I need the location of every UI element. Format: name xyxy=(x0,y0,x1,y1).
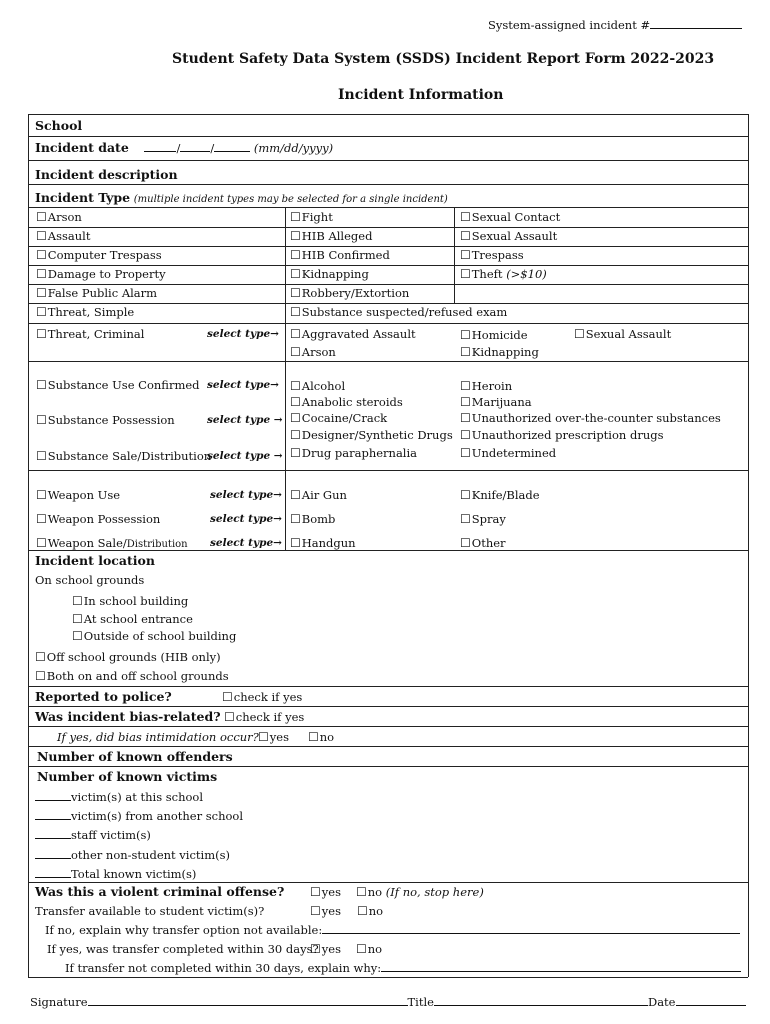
school-label: School xyxy=(35,118,83,133)
checkbox-damage-to-property[interactable]: ☐ Damage to Property xyxy=(36,267,166,281)
select-type-hint: select type → xyxy=(207,414,283,426)
transfer-not-completed-field[interactable] xyxy=(65,961,741,975)
bias-intimidation-question: If yes, did bias intimidation occur? xyxy=(57,730,259,744)
checkbox-threat-criminal[interactable]: ☐ Threat, Criminal xyxy=(36,327,144,341)
explain-no-transfer-label: If no, explain why transfer option not available: xyxy=(45,923,323,937)
reported-to-police-label: Reported to police? xyxy=(35,689,172,704)
incident-date-field[interactable] xyxy=(35,140,333,155)
date-blank[interactable] xyxy=(676,995,746,1006)
victim-item-label: Total known victim(s) xyxy=(71,867,197,881)
victims-this-school[interactable] xyxy=(35,790,203,804)
victim-item-label: other non-student victim(s) xyxy=(71,848,231,862)
checkbox-threat-kidnapping[interactable]: ☐ Kidnapping xyxy=(460,345,539,359)
select-type-hint: select type→ xyxy=(207,328,279,340)
select-type-hint: select type→ xyxy=(210,489,282,501)
explain-no-transfer-blank[interactable] xyxy=(322,923,740,934)
checkbox-weapon-possession[interactable]: ☐ Weapon Possession xyxy=(36,512,160,526)
checkbox-marijuana[interactable]: ☐ Marijuana xyxy=(460,395,532,409)
checkbox-otc-substances[interactable]: ☐ Unauthorized over-the-counter substances xyxy=(460,411,721,425)
victims-another-school[interactable] xyxy=(35,809,243,823)
checkbox-transfer-yes[interactable]: ☐ yes xyxy=(310,904,341,918)
transfer-not-completed-label: If transfer not completed within 30 days, explain why: xyxy=(65,961,382,975)
checkbox-substance-use[interactable]: ☐ Substance Use Confirmed xyxy=(36,378,200,392)
checkbox-threat-simple[interactable]: ☐ Threat, Simple xyxy=(36,305,134,319)
bias-related-label: Was incident bias-related? xyxy=(35,709,221,724)
title-label: Title xyxy=(407,995,434,1009)
incident-number-blank[interactable] xyxy=(650,18,742,29)
checkbox-trespass[interactable]: ☐ Trespass xyxy=(460,248,524,262)
victims-total[interactable] xyxy=(35,867,196,881)
signature-label: Signature xyxy=(30,995,88,1009)
theft-label: ☐ Theft xyxy=(460,267,503,281)
form-title: Student Safety Data System (SSDS) Incident Report Form 2022-2023 xyxy=(172,51,715,67)
transfer-completed-label: If yes, was transfer completed within 30 days? xyxy=(47,942,319,956)
checkbox-reported-to-police[interactable]: ☐ check if yes xyxy=(222,690,302,704)
select-type-hint: select type→ xyxy=(210,537,282,549)
checkbox-drug-paraphernalia[interactable]: ☐ Drug paraphernalia xyxy=(290,446,417,460)
checkbox-spray[interactable]: ☐ Spray xyxy=(460,512,506,526)
count-blank[interactable] xyxy=(35,867,71,878)
section-title: Incident Information xyxy=(338,87,504,103)
checkbox-sexual-assault[interactable]: ☐ Sexual Assault xyxy=(460,229,557,243)
select-type-hint: select type→ xyxy=(210,513,282,525)
violent-no-note: (If no, stop here) xyxy=(385,885,484,899)
checkbox-bomb[interactable]: ☐ Bomb xyxy=(290,512,335,526)
checkbox-outside-school-building[interactable]: ☐ Outside of school building xyxy=(72,629,236,643)
date-format-hint: (mm/dd/yyyy) xyxy=(253,141,334,155)
weapon-sale-label: ☐ Weapon Sale/ xyxy=(36,536,127,550)
checkbox-transfer-no[interactable]: ☐ no xyxy=(357,904,383,918)
checkbox-weapon-use[interactable]: ☐ Weapon Use xyxy=(36,488,120,502)
incident-type-header xyxy=(35,190,448,205)
checkbox-sexual-contact[interactable]: ☐ Sexual Contact xyxy=(460,210,560,224)
checkbox-arson[interactable]: ☐ Arson xyxy=(36,210,82,224)
checkbox-threat-sexual-assault[interactable]: ☐ Sexual Assault xyxy=(574,327,671,341)
victims-non-student[interactable] xyxy=(35,848,230,862)
checkbox-at-school-entrance[interactable]: ☐ At school entrance xyxy=(72,612,193,626)
checkbox-hib-alleged[interactable]: ☐ HIB Alleged xyxy=(290,229,372,243)
date-slash: / xyxy=(210,141,215,155)
incident-description-label: Incident description xyxy=(35,167,178,182)
checkbox-handgun[interactable]: ☐ Handgun xyxy=(290,536,356,550)
signature-row xyxy=(30,995,746,1009)
incident-type-label: Incident Type xyxy=(35,190,131,205)
date-label: Date xyxy=(647,995,676,1009)
checkbox-substance-sale[interactable]: ☐ Substance Sale/Distribution xyxy=(36,449,211,463)
incident-number-label: System-assigned incident # xyxy=(488,18,651,32)
checkbox-designer-drugs[interactable]: ☐ Designer/Synthetic Drugs xyxy=(290,428,453,442)
incident-type-note: (multiple incident types may be selected for a single incident) xyxy=(133,194,448,205)
checkbox-assault[interactable]: ☐ Assault xyxy=(36,229,90,243)
weapon-sale-suffix: Distribution xyxy=(126,539,188,550)
select-type-hint: select type→ xyxy=(207,379,279,391)
day-blank[interactable] xyxy=(180,141,210,152)
checkbox-computer-trespass[interactable]: ☐ Computer Trespass xyxy=(36,248,162,262)
victims-staff[interactable] xyxy=(35,828,151,842)
count-blank[interactable] xyxy=(35,828,71,839)
checkbox-robbery-extortion[interactable]: ☐ Robbery/Extortion xyxy=(290,286,409,300)
checkbox-knife-blade[interactable]: ☐ Knife/Blade xyxy=(460,488,540,502)
checkbox-off-school-grounds[interactable]: ☐ Off school grounds (HIB only) xyxy=(35,650,221,664)
violent-offense-label: Was this a violent criminal offense? xyxy=(35,884,285,899)
incident-number-field[interactable] xyxy=(488,18,742,32)
checkbox-fight[interactable]: ☐ Fight xyxy=(290,210,333,224)
known-victims-label: Number of known victims xyxy=(37,769,218,784)
checkbox-air-gun[interactable]: ☐ Air Gun xyxy=(290,488,347,502)
checkbox-false-public-alarm[interactable]: ☐ False Public Alarm xyxy=(36,286,157,300)
explain-no-transfer-field[interactable] xyxy=(45,923,740,937)
checkbox-substance-possession[interactable]: ☐ Substance Possession xyxy=(36,413,175,427)
checkbox-theft[interactable] xyxy=(460,267,547,281)
checkbox-anabolic-steroids[interactable]: ☐ Anabolic steroids xyxy=(290,395,403,409)
checkbox-both-on-off[interactable]: ☐ Both on and off school grounds xyxy=(35,669,229,683)
known-offenders-label: Number of known offenders xyxy=(37,749,233,764)
victim-item-label: victim(s) at this school xyxy=(71,790,204,804)
year-blank[interactable] xyxy=(214,141,250,152)
incident-location-label: Incident location xyxy=(35,553,155,568)
checkbox-kidnapping[interactable]: ☐ Kidnapping xyxy=(290,267,369,281)
checkbox-threat-arson[interactable]: ☐ Arson xyxy=(290,345,336,359)
checkbox-violent-no[interactable] xyxy=(356,885,484,899)
count-blank[interactable] xyxy=(35,809,71,820)
checkbox-violent-yes[interactable]: ☐ yes xyxy=(310,885,341,899)
victim-item-label: staff victim(s) xyxy=(71,828,151,842)
select-type-hint: select type → xyxy=(207,450,283,462)
checkbox-transfer-completed-yes[interactable]: ☐ yes xyxy=(310,942,341,956)
checkbox-heroin[interactable]: ☐ Heroin xyxy=(460,379,512,393)
transfer-available-label: Transfer available to student victim(s)? xyxy=(35,904,265,918)
checkbox-alcohol[interactable]: ☐ Alcohol xyxy=(290,379,345,393)
checkbox-bias-intimidation-yes[interactable]: ☐ yes xyxy=(258,730,289,744)
violent-no-label: ☐ no xyxy=(356,885,382,899)
month-blank[interactable] xyxy=(144,141,176,152)
checkbox-in-school-building[interactable]: ☐ In school building xyxy=(72,594,188,608)
date-slash: / xyxy=(176,141,181,155)
count-blank[interactable] xyxy=(35,848,71,859)
checkbox-hib-confirmed[interactable]: ☐ HIB Confirmed xyxy=(290,248,390,262)
checkbox-threat-homicide[interactable]: ☐ Homicide xyxy=(460,328,528,342)
checkbox-bias-intimidation-no[interactable]: ☐ no xyxy=(308,730,334,744)
victim-item-label: victim(s) from another school xyxy=(71,809,244,823)
checkbox-prescription-drugs[interactable]: ☐ Unauthorized prescription drugs xyxy=(460,428,664,442)
incident-date-label: Incident date xyxy=(35,140,129,155)
checkbox-undetermined[interactable]: ☐ Undetermined xyxy=(460,446,556,460)
checkbox-other-weapon[interactable]: ☐ Other xyxy=(460,536,506,550)
checkbox-threat-aggravated-assault[interactable]: ☐ Aggravated Assault xyxy=(290,327,416,341)
checkbox-substance-suspected[interactable]: ☐ Substance suspected/refused exam xyxy=(290,305,507,319)
checkbox-bias-related[interactable]: ☐ check if yes xyxy=(224,710,304,724)
checkbox-weapon-sale[interactable] xyxy=(36,536,188,550)
count-blank[interactable] xyxy=(35,790,71,801)
checkbox-cocaine[interactable]: ☐ Cocaine/Crack xyxy=(290,411,387,425)
checkbox-transfer-completed-no[interactable]: ☐ no xyxy=(356,942,382,956)
signature-blank[interactable] xyxy=(88,995,408,1006)
transfer-not-completed-blank[interactable] xyxy=(381,961,741,972)
title-blank[interactable] xyxy=(434,995,648,1006)
on-school-grounds-label: On school grounds xyxy=(35,573,145,587)
theft-note: (>$10) xyxy=(506,267,547,281)
